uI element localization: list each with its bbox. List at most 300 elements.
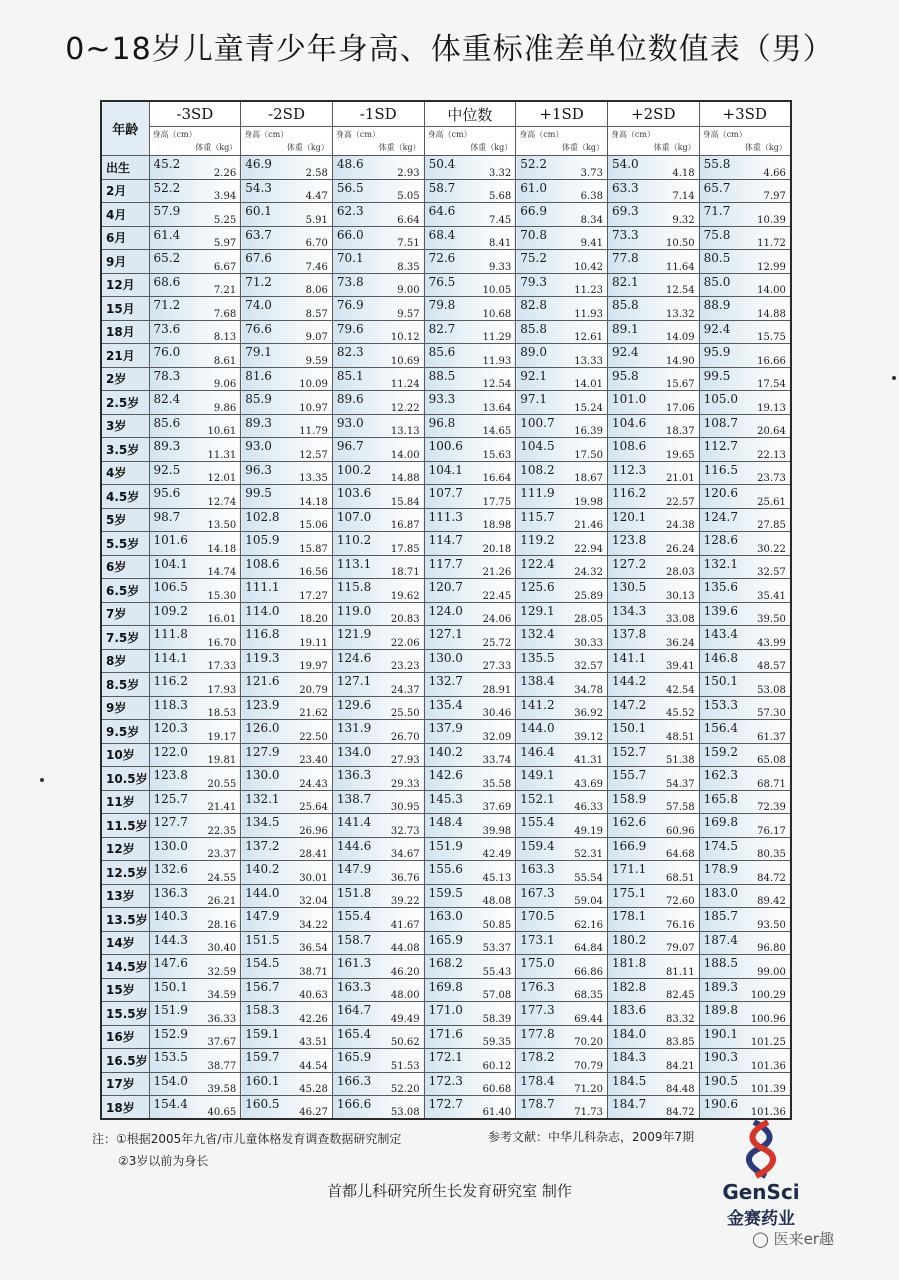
- height-value: 163.3: [336, 979, 372, 994]
- height-value: 97.1: [520, 392, 547, 406]
- weight-value: 22.06: [390, 637, 420, 649]
- height-value: 135.4: [428, 697, 463, 712]
- table-row: [101, 861, 791, 885]
- weight-value: 16.39: [574, 426, 603, 437]
- weight-value: 14.00: [757, 285, 786, 296]
- value-cell: [149, 179, 241, 203]
- height-value: 57.9: [153, 204, 181, 218]
- height-value: 160.5: [245, 1097, 280, 1111]
- age-cell: 5岁: [101, 508, 149, 532]
- value-cell: [332, 673, 424, 697]
- value-cell: [607, 1072, 699, 1096]
- weight-value: 10.39: [757, 214, 786, 226]
- height-value: 151.8: [336, 885, 372, 900]
- credit-text: 首都儿科研究所生长发育研究室 制作: [327, 1182, 572, 1200]
- height-value: 166.3: [336, 1073, 372, 1088]
- table-row: [101, 555, 791, 579]
- height-value: 147.9: [336, 862, 372, 876]
- weight-value: 82.45: [665, 990, 695, 1001]
- weight-value: 21.26: [482, 567, 512, 578]
- weight-value: 84.72: [757, 872, 786, 884]
- weight-value: 35.58: [482, 778, 512, 790]
- value-cell: [699, 649, 791, 673]
- height-value: 150.1: [703, 674, 738, 688]
- value-cell: [607, 790, 699, 814]
- weight-value: 36.24: [665, 637, 695, 649]
- value-cell: [332, 532, 424, 556]
- value-cell: [241, 908, 333, 932]
- height-value: 151.9: [153, 1003, 188, 1017]
- value-cell: [332, 1096, 424, 1120]
- height-value: 153.3: [703, 697, 738, 712]
- value-cell: [699, 814, 791, 838]
- weight-value: 2.26: [213, 167, 237, 179]
- weight-value: 48.51: [665, 731, 695, 743]
- weight-value: 12.99: [757, 261, 786, 273]
- weight-value: 59.35: [482, 1037, 512, 1048]
- height-value: 120.3: [153, 721, 188, 735]
- value-cell: [607, 320, 699, 344]
- weight-value: 39.41: [665, 661, 695, 672]
- table-row: [101, 884, 791, 908]
- height-value: 100.2: [336, 462, 372, 477]
- value-cell: [699, 179, 791, 203]
- height-value: 82.7: [428, 321, 456, 336]
- value-cell: [241, 156, 333, 180]
- value-cell: [149, 743, 241, 767]
- value-cell: [607, 391, 699, 415]
- weight-value: 43.99: [757, 637, 786, 649]
- height-value: 113.1: [336, 556, 372, 571]
- height-value: 61.4: [153, 227, 181, 242]
- height-value: 68.4: [428, 227, 456, 242]
- weight-value: 23.37: [207, 849, 237, 860]
- value-cell: [149, 555, 241, 579]
- value-cell: [424, 555, 516, 579]
- value-cell: [241, 673, 333, 697]
- value-cell: [607, 367, 699, 391]
- weight-value: 16.64: [482, 473, 512, 484]
- value-cell: [241, 226, 333, 250]
- weight-value: 55.54: [574, 872, 603, 884]
- weight-value: 9.07: [305, 332, 328, 343]
- weight-value: 34.59: [207, 990, 237, 1001]
- weight-value: 19.17: [207, 731, 237, 743]
- height-value: 135.5: [520, 650, 555, 665]
- value-cell: [424, 391, 516, 415]
- value-cell: [607, 955, 699, 979]
- value-cell: [699, 1025, 791, 1049]
- value-cell: [607, 1025, 699, 1049]
- value-cell: [607, 837, 699, 861]
- weight-value: 28.91: [482, 684, 512, 696]
- height-value: 92.5: [153, 462, 181, 477]
- height-value: 152.1: [520, 791, 555, 806]
- height-value: 50.4: [428, 157, 456, 171]
- weight-value: 11.24: [390, 379, 420, 390]
- weight-value: 42.54: [665, 684, 695, 696]
- height-value: 71.2: [245, 274, 272, 289]
- value-cell: [424, 720, 516, 744]
- height-value: 159.1: [245, 1026, 280, 1041]
- height-value: 85.6: [428, 345, 456, 359]
- weight-value: 30.95: [390, 802, 420, 813]
- reference-text: 参考文献：中华儿科杂志，2009年7期: [488, 1130, 695, 1144]
- age-cell: 9月: [101, 250, 149, 274]
- height-value: 93.0: [336, 415, 364, 430]
- weight-value: 32.59: [207, 966, 237, 978]
- value-cell: [516, 978, 608, 1002]
- value-cell: [424, 461, 516, 485]
- height-value: 155.6: [428, 862, 463, 876]
- value-cell: [241, 367, 333, 391]
- height-value: 132.1: [703, 556, 738, 571]
- height-value: 122.0: [153, 744, 188, 759]
- weight-value: 20.83: [390, 614, 420, 625]
- value-cell: [699, 1049, 791, 1073]
- value-cell: [149, 461, 241, 485]
- value-cell: [241, 461, 333, 485]
- value-cell: [424, 1072, 516, 1096]
- table-row: [101, 508, 791, 532]
- weight-value: 52.31: [574, 849, 603, 860]
- value-cell: [149, 1002, 241, 1026]
- weight-value: 8.57: [305, 308, 328, 320]
- height-value: 155.7: [611, 768, 647, 782]
- value-cell: [699, 156, 791, 180]
- age-cell: 8.5岁: [101, 673, 149, 697]
- table-row: [101, 297, 791, 321]
- value-cell: [149, 203, 241, 227]
- column-subheader: [607, 127, 699, 156]
- height-value: 187.4: [703, 932, 738, 947]
- value-cell: [424, 1096, 516, 1120]
- value-cell: [516, 367, 608, 391]
- value-cell: [332, 837, 424, 861]
- weight-value: 24.37: [390, 684, 420, 696]
- weight-value: 101.25: [750, 1037, 786, 1048]
- value-cell: [607, 414, 699, 438]
- value-cell: [607, 861, 699, 885]
- height-value: 132.6: [153, 862, 188, 876]
- weight-value: 15.63: [482, 449, 512, 461]
- height-value: 96.7: [336, 439, 364, 453]
- height-value: 130.0: [245, 768, 280, 782]
- height-value: 166.9: [611, 838, 647, 853]
- weight-value: 36.76: [390, 872, 420, 884]
- value-cell: [241, 602, 333, 626]
- weight-value: 43.51: [299, 1037, 328, 1048]
- height-value: 161.3: [336, 956, 372, 970]
- weight-value: 11.93: [574, 308, 603, 320]
- weight-value: 7.14: [672, 191, 695, 202]
- weight-value: 14.74: [207, 567, 237, 578]
- value-cell: [332, 250, 424, 274]
- age-cell: 15岁: [101, 978, 149, 1002]
- height-value: 142.6: [428, 768, 463, 782]
- weight-value: 17.93: [207, 684, 237, 696]
- weight-value: 12.54: [665, 285, 695, 296]
- value-cell: [241, 532, 333, 556]
- value-cell: [699, 837, 791, 861]
- value-cell: [516, 673, 608, 697]
- height-value: 175.0: [520, 956, 555, 970]
- weight-value: 27.93: [390, 755, 420, 766]
- weight-value: 53.08: [390, 1107, 420, 1118]
- value-cell: [424, 978, 516, 1002]
- weight-value: 39.12: [574, 731, 603, 743]
- value-cell: [607, 579, 699, 603]
- weight-value: 59.04: [574, 896, 603, 907]
- table-row: [101, 649, 791, 673]
- value-cell: [699, 320, 791, 344]
- height-value: 100.7: [520, 415, 555, 430]
- weight-value: 14.18: [299, 496, 328, 508]
- value-cell: [149, 790, 241, 814]
- value-cell: [332, 579, 424, 603]
- value-cell: [241, 720, 333, 744]
- weight-value: 22.94: [574, 543, 603, 555]
- column-subheader: [424, 127, 516, 156]
- height-value: 96.3: [245, 462, 272, 477]
- weight-value: 81.11: [665, 966, 695, 978]
- weight-value: 4.66: [763, 167, 786, 179]
- weight-value: 19.97: [299, 661, 328, 672]
- weight-value: 19.98: [574, 496, 603, 508]
- weight-value: 7.68: [213, 308, 237, 320]
- value-cell: [424, 673, 516, 697]
- weight-value: 57.08: [482, 990, 512, 1001]
- weight-value: 71.73: [574, 1107, 603, 1118]
- value-cell: [424, 767, 516, 791]
- weight-value: 5.25: [213, 214, 237, 226]
- age-cell: 2.5岁: [101, 391, 149, 415]
- weight-value: 84.21: [665, 1060, 695, 1072]
- weight-value: 28.03: [665, 567, 695, 578]
- weight-value: 5.05: [397, 191, 420, 202]
- value-cell: [241, 884, 333, 908]
- height-value: 88.5: [428, 368, 456, 383]
- height-value: 150.1: [153, 979, 188, 994]
- value-cell: [424, 955, 516, 979]
- value-cell: [332, 203, 424, 227]
- height-value: 129.6: [336, 697, 372, 712]
- value-cell: [149, 367, 241, 391]
- age-cell: 10岁: [101, 743, 149, 767]
- age-cell: 11岁: [101, 790, 149, 814]
- value-cell: [149, 1072, 241, 1096]
- height-value: 159.7: [245, 1050, 280, 1064]
- value-cell: [699, 743, 791, 767]
- weight-value: 13.32: [665, 308, 695, 320]
- table-row: [101, 532, 791, 556]
- value-cell: [516, 297, 608, 321]
- weight-value: 20.55: [207, 778, 237, 790]
- height-value: 127.1: [428, 627, 463, 641]
- height-value: 85.8: [520, 321, 547, 336]
- height-value: 89.3: [153, 439, 181, 453]
- age-cell: 9岁: [101, 696, 149, 720]
- table-row: [101, 767, 791, 791]
- value-cell: [332, 720, 424, 744]
- height-value: 105.9: [245, 533, 280, 547]
- weight-unit-label: 体重（kg）: [195, 143, 238, 152]
- height-value: 159.4: [520, 838, 555, 853]
- table-row: [101, 743, 791, 767]
- weight-value: 16.01: [207, 614, 237, 625]
- value-cell: [149, 602, 241, 626]
- weight-value: 45.52: [665, 708, 695, 719]
- table-row: [101, 579, 791, 603]
- weight-value: 28.05: [574, 614, 603, 625]
- height-value: 80.5: [703, 251, 731, 265]
- height-value: 147.9: [245, 909, 280, 923]
- weight-value: 7.46: [305, 261, 328, 273]
- height-value: 165.9: [336, 1050, 372, 1064]
- weight-value: 19.13: [757, 402, 786, 414]
- value-cell: [149, 414, 241, 438]
- age-cell: 16.5岁: [101, 1049, 149, 1073]
- height-value: 159.5: [428, 885, 463, 900]
- value-cell: [149, 297, 241, 321]
- weight-value: 7.51: [397, 238, 420, 249]
- value-cell: [516, 743, 608, 767]
- value-cell: [149, 837, 241, 861]
- footnote-2: ②3岁以前为身长: [118, 1154, 209, 1168]
- height-value: 108.7: [703, 415, 738, 430]
- value-cell: [516, 156, 608, 180]
- value-cell: [332, 1025, 424, 1049]
- height-value: 124.7: [703, 509, 738, 524]
- value-cell: [424, 344, 516, 368]
- table-row: [101, 414, 791, 438]
- height-value: 123.8: [153, 768, 188, 782]
- value-cell: [332, 1002, 424, 1026]
- height-value: 60.1: [245, 204, 272, 218]
- value-cell: [699, 720, 791, 744]
- value-cell: [332, 297, 424, 321]
- height-value: 82.3: [336, 345, 364, 359]
- weight-value: 57.30: [757, 708, 786, 719]
- weight-value: 14.01: [574, 379, 603, 390]
- height-value: 148.4: [428, 815, 463, 829]
- height-value: 89.1: [611, 321, 639, 336]
- weight-value: 14.90: [665, 355, 695, 367]
- page-title: 0~18岁儿童青少年身高、体重标准差单位数值表（男）: [65, 32, 834, 67]
- height-value: 114.1: [153, 650, 188, 665]
- table-row: [101, 203, 791, 227]
- value-cell: [607, 508, 699, 532]
- height-value: 119.2: [520, 533, 555, 547]
- weight-value: 58.39: [482, 1013, 512, 1025]
- weight-value: 18.53: [207, 708, 237, 719]
- weight-value: 15.06: [299, 520, 328, 531]
- height-value: 99.5: [245, 486, 272, 500]
- height-value: 177.3: [520, 1003, 555, 1017]
- value-cell: [424, 908, 516, 932]
- value-cell: [332, 790, 424, 814]
- height-unit-label: 身高（cm）: [335, 130, 380, 139]
- weight-value: 21.62: [299, 708, 328, 719]
- height-value: 88.9: [703, 298, 731, 312]
- height-value: 71.7: [703, 204, 731, 218]
- weight-value: 76.16: [665, 919, 695, 931]
- age-cell: 4月: [101, 203, 149, 227]
- value-cell: [241, 320, 333, 344]
- value-cell: [332, 696, 424, 720]
- value-cell: [332, 344, 424, 368]
- height-value: 110.2: [336, 533, 372, 547]
- value-cell: [332, 626, 424, 650]
- weight-value: 12.01: [207, 473, 237, 484]
- weight-value: 84.72: [665, 1107, 695, 1118]
- height-value: 98.7: [153, 509, 181, 524]
- height-value: 63.3: [611, 180, 639, 195]
- height-value: 102.8: [245, 509, 280, 524]
- height-value: 104.6: [611, 415, 647, 430]
- height-value: 165.4: [336, 1026, 372, 1041]
- height-value: 96.8: [428, 415, 456, 430]
- weight-value: 10.61: [207, 426, 237, 437]
- weight-value: 41.31: [574, 755, 603, 766]
- weight-value: 8.34: [580, 214, 603, 226]
- value-cell: [607, 602, 699, 626]
- value-cell: [424, 508, 516, 532]
- weight-value: 28.41: [299, 849, 328, 860]
- height-value: 149.1: [520, 768, 555, 782]
- value-cell: [332, 156, 424, 180]
- weight-value: 19.81: [207, 755, 237, 766]
- weight-value: 39.98: [482, 825, 512, 837]
- weight-value: 9.33: [488, 261, 512, 273]
- value-cell: [607, 555, 699, 579]
- value-cell: [332, 743, 424, 767]
- weight-value: 20.18: [482, 543, 512, 555]
- value-cell: [332, 1072, 424, 1096]
- height-value: 162.3: [703, 768, 738, 782]
- value-cell: [607, 720, 699, 744]
- height-value: 92.4: [703, 321, 731, 336]
- weight-value: 5.68: [488, 191, 512, 202]
- weight-value: 5.97: [213, 238, 237, 249]
- weight-value: 25.64: [299, 802, 328, 813]
- value-cell: [332, 320, 424, 344]
- weight-value: 60.96: [665, 825, 695, 837]
- value-cell: [699, 978, 791, 1002]
- watermark: [752, 1228, 834, 1249]
- value-cell: [699, 673, 791, 697]
- value-cell: [149, 320, 241, 344]
- value-cell: [149, 696, 241, 720]
- value-cell: [332, 931, 424, 955]
- age-cell: 2月: [101, 179, 149, 203]
- height-value: 73.3: [611, 227, 639, 242]
- height-value: 124.0: [428, 603, 463, 618]
- value-cell: [699, 461, 791, 485]
- value-cell: [241, 743, 333, 767]
- age-column-header: 年龄: [101, 101, 149, 156]
- value-cell: [149, 955, 241, 979]
- height-value: 111.8: [153, 627, 188, 641]
- weight-value: 5.91: [305, 214, 328, 226]
- value-cell: [241, 203, 333, 227]
- value-cell: [516, 696, 608, 720]
- value-cell: [149, 978, 241, 1002]
- weight-value: 46.33: [574, 802, 603, 813]
- weight-value: 15.75: [757, 332, 786, 343]
- height-value: 66.9: [520, 204, 547, 218]
- height-value: 180.2: [611, 932, 647, 947]
